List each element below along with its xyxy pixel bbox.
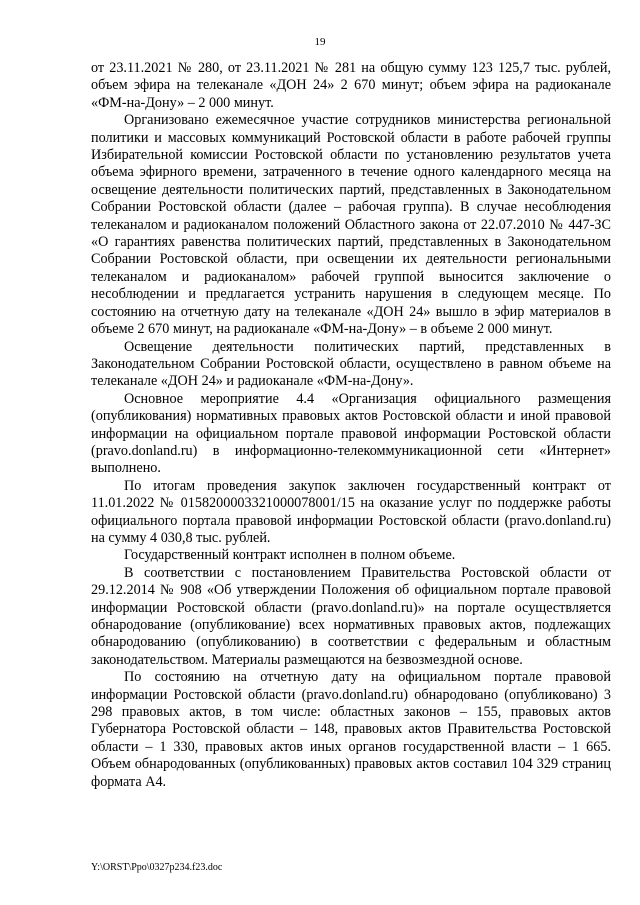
paragraph-resolution: В соответствии с постановлением Правительства Ростовской области от 29.12.2014 № 908 «Об утверждении Положения об официальном портале правовой информации Ростовской области (pravo.donland.ru)» на портале осуществляется обнародование (опубликование) всех нормативных правовых актов, подлежащих обнародованию (опубликованию) в соответствии с федеральным и областным законодательством. Материалы размещаются на безвозмездной основе. [91,564,611,668]
paragraph-equal-coverage: Освещение деятельности политических партий, представленных в Законодательном Собрании Ростовской области, осуществлено в равном объеме на телеканале «ДОН 24» и радиоканале «ФМ-на-Дону». [91,338,611,390]
paragraph-working-group: Организовано ежемесячное участие сотрудников министерства региональной политики и массовых коммуникаций Ростовской области в работе рабочей группы Избирательной комиссии Ростовской области по установлению результатов учета объема эфирного времени, затраченного в течение одного календарного месяца на освещение деятельности политических партий, представленных в Законодательном Собрании Ростовской области (далее – рабочая группа). В случае несоблюдения телеканалом и радиоканалом положений Областного закона от 22.07.2010 № 447-ЗС «О гарантиях равенства политических партий, представленных в Законодательном Собрании Ростовской области, при освещении их деятельности региональными телеканалом и радиоканалом» рабочей группой выносится заключение о несоблюдении и предлагается устранить нарушения в следующем месяце. По состоянию на отчетную дату на телеканале «ДОН 24» вышло в эфир материалов в объеме 2 670 минут, на радиоканале «ФМ-на-Дону» – в объеме 2 000 минут. [91,112,611,338]
paragraph-main-activity: Основное мероприятие 4.4 «Организация официального размещения (опубликования) нормативных правовых актов Ростовской области и иной правовой информации на официальном портале правовой информации Ростовской области (pravo.donland.ru) в информационно-телекоммуникационной сети «Интернет» выполнено. [91,390,611,477]
paragraph-contract: По итогам проведения закупок заключен государственный контракт от 11.01.2022 № 0158200003321000078001/15 на оказание услуг по поддержке работы официального портала правовой информации Ростовской области (pravo.donland.ru) на сумму 4 030,8 тыс. рублей. [91,477,611,546]
paragraph-contract-fulfilled: Государственный контракт исполнен в полном объеме. [124,547,456,564]
file-path-footer: Y:\ORST\Ppo\0327p234.f23.doc [91,862,223,873]
page-number: 19 [314,36,326,48]
paragraph-continuation: от 23.11.2021 № 280, от 23.11.2021 № 281 на общую сумму 123 125,7 тыс. рублей, объем эфира на телеканале «ДОН 24» 2 670 минут; объем эфира на радиоканале «ФМ-на-Дону» – 2 000 минут. [91,60,611,111]
paragraph-statistics: По состоянию на отчетную дату на официальном портале правовой информации Ростовской области (pravo.donland.ru) обнародовано (опубликовано) 3 298 правовых актов, в том числе: областных законов – 155, правовых актов Губернатора Ростовской области – 148, правовых актов Правительства Ростовской области – 1 330, правовых актов иных органов государственной власти – 1 665. Объем обнародованных (опубликованных) правовых актов составил 104 329 страниц формата А4. [91,669,611,790]
document-body [91,60,611,791]
